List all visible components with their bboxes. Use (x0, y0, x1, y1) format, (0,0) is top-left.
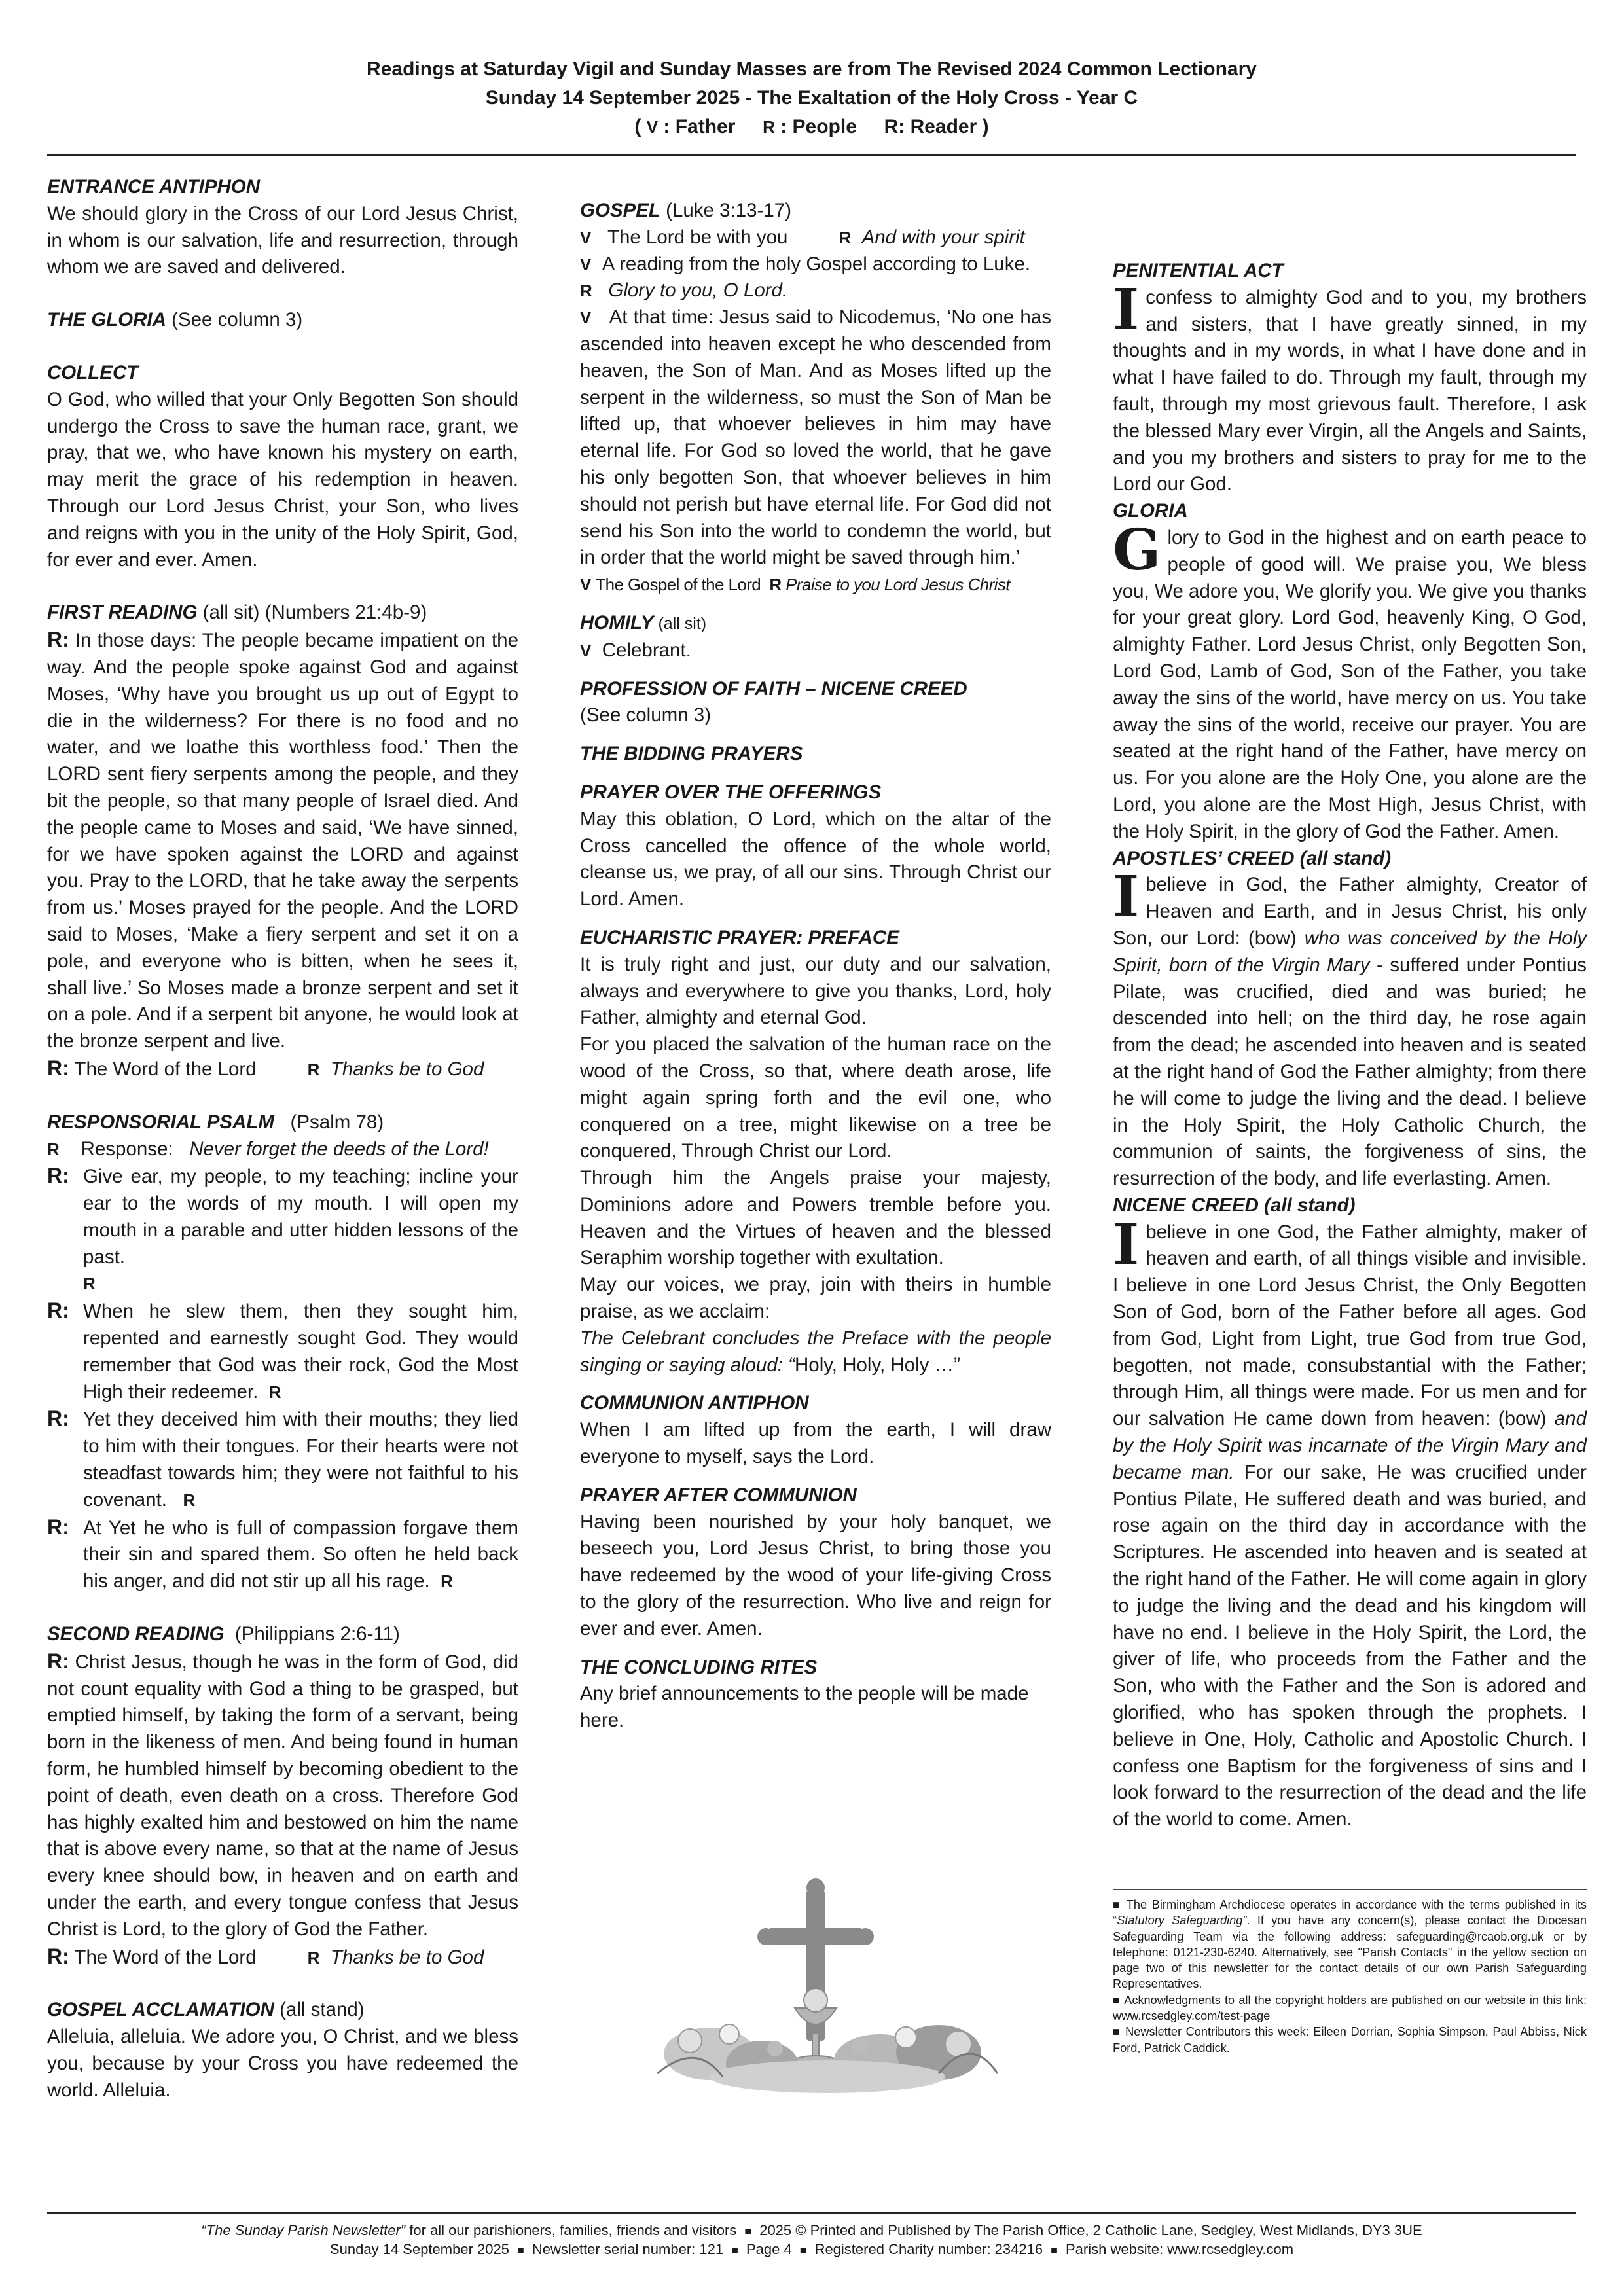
drop-cap: I (1113, 864, 1140, 931)
page-header (47, 55, 1576, 141)
communion-antiphon-heading: COMMUNION ANTIPHON (580, 1392, 809, 1414)
gospel-acclamation-heading: GOSPEL ACCLAMATION (all stand) (47, 1999, 365, 2021)
column-2 (580, 174, 1051, 1734)
concluding-rites-heading: THE CONCLUDING RITES (580, 1656, 818, 1678)
footnotes (1113, 1897, 1587, 2056)
cross-chalice-flowers-icon (631, 1877, 1050, 2093)
first-reading-response: R: The Word of the Lord R Thanks be to God (47, 1056, 484, 1080)
footer-line-1: “The Sunday Parish Newsletter” for all our parishioners, families, friends and visitors ■ 2025 © Printed and Published by The Parish Office, 2 Catholic Lane, Sedgley, West Midlands, DY3 3UE (201, 2222, 1422, 2238)
footer-divider (47, 2212, 1576, 2214)
header-divider (47, 154, 1576, 156)
psalm-response: R Response: Never forget the deeds of the Lord! (47, 1138, 489, 1160)
psalm-verse: R: Give ear, my people, to my teaching; incline your ear to the words of my mouth. I will open my mouth in a parable and utter hidden lessons of the past. R (47, 1164, 518, 1294)
profession-heading: PROFESSION OF FAITH – NICENE CREED (580, 677, 967, 700)
nicene-creed-text: Ibelieve in one God, the Father almighty, maker of heaven and earth, of all things visible and invisible. I believe in one Lord Jesus Christ, the Only Begotten Son of God, born of the Father before all ages. God from God, Light from Light, true God from true God, begotten, not made, consubstantial with the Father; through Him, all things were made. For us men and for our salvation He came down from heaven: (bow) and by the Holy Spirit was incarnate of the Virgin Mary and became man. For our sake, He was crucified under Pontius Pilate, He suffered death and was buried, and rose again on the third day in accordance with the Scriptures. He ascended into heaven and is seated at the right hand of the Father. He will come again in glory to judge the living and the dead and his kingdom will have no end. I believe in the Holy Spirit, the Lord, the giver of life, who proceeds from the Father and the Son, who with the Father and the Son is adored and glorified, who has spoken through the prophets. I believe in One, Holy, Catholic and Apostolic Church. I confess one Baptism for the forgiveness of sins and I look forward to the resurrection of the dead and the life of the world to come. Amen. (1113, 1211, 1587, 1831)
apostles-creed-text: Ibelieve in God, the Father almighty, Creator of Heaven and Earth, and in Jesus Christ, his only Son, our Lord: (bow) who was conceived by the Holy Spirit, born of the Virgin Mary - suffered under Pontius Pilate, was crucified, died and was buried; he descended into hell; on the third day, he rose again from the dead; he ascended into heaven and is seated at the right hand of God the Father almighty; from there he will come to judge the living and the dead. I believe in the Holy Spirit, the Holy Catholic Church, the communion of saints, the forgiveness of sins, the resurrection of the body, and life everlasting. Amen. (1113, 864, 1587, 1190)
second-reading-heading: SECOND READING (Philippians 2:6-11) (47, 1623, 400, 1645)
contributors-note: ■ Newsletter Contributors this week: Eileen Dorrian, Sophia Simpson, Paul Abbiss, Nick Ford, Patrick Caddick. (1113, 2025, 1587, 2054)
collect-title: COLLECT (47, 361, 139, 384)
header-date: Sunday 14 September 2025 - The Exaltation of the Holy Cross - Year C (485, 87, 1138, 109)
gospel-announcement: V A reading from the holy Gospel according to Luke. (580, 253, 1031, 275)
gospel-greeting: V The Lord be with you R And with your spirit (580, 226, 1025, 248)
footer-line-2: Sunday 14 September 2025 ■ Newsletter serial number: 121 ■ Page 4 ■ Registered Charity number: 234216 ■ Parish website: www.rcsedgley.com (329, 2241, 1294, 2257)
after-communion-text: Having been nourished by your holy banquet, we beseech you, Lord Jesus Christ, to bring those you have redeemed by the wood of your life-giving Cross to the glory of the resurrection. Who live and reign for ever and ever. Amen. (580, 1511, 1051, 1640)
header-lectionary: Readings at Saturday Vigil and Sunday Masses are from The Revised 2024 Common Lectionary (367, 58, 1257, 80)
notes-divider (1113, 1889, 1587, 1890)
first-reading-heading: FIRST READING (all sit) (Numbers 21:4b-9) (47, 601, 427, 624)
collect-text: O God, who willed that your Only Begotten Son should undergo the Cross to save the human race, grant, we pray, that we, who have known his mystery on earth, may merit the grace of his redemption in heaven. Through our Lord Jesus Christ, your Son, who lives and reigns with you in the unity of the Holy Spirit, God, for ever and ever. Amen. (47, 388, 518, 571)
after-communion-heading: PRAYER AFTER COMMUNION (580, 1484, 857, 1506)
drop-cap: I (1113, 1211, 1140, 1278)
preface-rubric: The Celebrant concludes the Preface with the people singing or saying aloud: “Holy, Holy, Holy …” (580, 1327, 1051, 1376)
gloria-text: Glory to God in the highest and on earth peace to people of good will. We praise you, We bless you, We adore you, We glorify you. We give you thanks for your great glory. Lord God, heavenly King, O God, almighty Father. Lord Jesus Christ, only Begotten Son, Lord God, Lamb of God, Son of the Father, you take away the sins of the world, have mercy on us. You take away the sins of the world, receive our prayer. You are seated at the right hand of the Father, have mercy on us. For you alone are the Holy One, you alone are the Lord, you alone are the Most High, Jesus Christ, with the Holy Spirit, in the glory of God the Father. Amen. (1113, 516, 1587, 842)
penitential-heading: PENITENTIAL ACT (1113, 260, 1284, 281)
offerings-heading: PRAYER OVER THE OFFERINGS (580, 781, 882, 803)
preface-paragraph: May our voices, we pray, join with theirs in humble praise, as we acclaim: (580, 1274, 1051, 1323)
acknowledgements-note: ■ Acknowledgments to all the copyright holders are published on our website in this link: www.rcsedgley.com/test-page (1113, 1993, 1587, 2023)
gospel-acclamation-text: Alleluia, alleluia. We adore you, O Christ, and we bless you, because by your Cross you have redeemed the world. Alleluia. (47, 2026, 518, 2101)
gloria-heading: GLORIA (1113, 500, 1188, 522)
preface-paragraph: For you placed the salvation of the human race on the wood of the Cross, so that, where death arose, life might again spring forth and the evil one, who conquered on a tree, might likewise on a tree be conquered, Through Christ our Lord. (580, 1033, 1051, 1162)
penitential-text: Iconfess to almighty God and to you, my brothers and sisters, that I have greatly sinned, in my thoughts and in my words, in what I have done and in what I have failed to do. Through my fault, through my fault, through my most grievous fault. Therefore, I ask the blessed Mary ever Virgin, all the Angels and Saints, and you my brothers and sisters to pray for me to the Lord our God. (1113, 276, 1587, 495)
column-1 (47, 174, 518, 2104)
psalm-verse: R: At Yet he who is full of compassion forgave them their sin and spared them. So often he held back his anger, and did not stir up all his rage. R (47, 1515, 518, 1592)
preface-paragraph: It is truly right and just, our duty and our salvation, always and everywhere to give you thanks, Lord, holy Father, almighty and eternal God. (580, 953, 1051, 1029)
preface-heading: EUCHARISTIC PRAYER: PREFACE (580, 926, 899, 948)
safeguarding-note: ■ The Birmingham Archdiocese operates in accordance with the terms published in its “Statutory Safeguarding”. If you have any concern(s), please contact the Diocesan Safeguarding Team via the following address: safeguarding@rcaob.org.uk or by telephone: 0121-230-6240. Alternatively, see "Parish Contacts" in the yellow section on page two of this newsletter for the contact details of our own Parish Safeguarding Representatives. (1113, 1898, 1587, 1991)
drop-cap: G (1113, 516, 1161, 583)
preface-paragraph: Through him the Angels praise your majesty, Dominions adore and Powers tremble before you. Heaven and the Virtues of heaven and the blessed Seraphim worship together with exultation. (580, 1167, 1051, 1269)
communion-antiphon-text: When I am lifted up from the earth, I will draw everyone to myself, says the Lord. (580, 1419, 1051, 1468)
psalm-verse: R: Yet they deceived him with their mouths; they lied to him with their tongues. For their hearts were not steadfast towards him; they were not faithful to his covenant. R (47, 1407, 518, 1511)
entrance-antiphon-text: We should glory in the Cross of our Lord Jesus Christ, in whom is our salvation, life and resurrection, through whom we are saved and delivered. (47, 202, 518, 278)
apostles-creed-heading: APOSTLES’ CREED (all stand) (1113, 847, 1392, 869)
concluding-rites-text: Any brief announcements to the people will be made here. (580, 1683, 1029, 1732)
gloria-heading: THE GLORIA (See column 3) (47, 309, 303, 331)
offerings-text: May this oblation, O Lord, which on the altar of the Cross cancelled the offence of the whole world, cleanse us, we pray, of all our sins. Through Christ our Lord. Amen. (580, 808, 1051, 910)
homily-text: V Celebrant. (580, 639, 691, 661)
entrance-antiphon-title: ENTRANCE ANTIPHON (47, 176, 261, 198)
gospel-text: V At that time: Jesus said to Nicodemus, ‘No one has ascended into heaven except he who descended from heaven, the Son of Man. And as Moses lifted up the serpent in the wilderness, so must the Son of Man be lifted up, that whoever believes in him may have eternal life. For God so loved the world, that he gave his only begotten Son, that whoever believes in him should not perish but have eternal life. For God did not send his Son into the world to condemn the world, but in order that the world might be saved through him.’ (580, 306, 1051, 569)
bidding-prayers-heading: THE BIDDING PRAYERS (580, 743, 803, 765)
header-legend: ( V : Father R : People R: Reader ) (634, 116, 989, 137)
profession-note: (See column 3) (580, 704, 712, 726)
psalm-verse: R: When he slew them, then they sought him, repented and earnestly sought God. They would remember that God was their rock, God the Most High their redeemer. R (47, 1299, 518, 1403)
gospel-response: R Glory to you, O Lord. (580, 279, 788, 302)
second-reading-text: R: Christ Jesus, though he was in the form of God, did not count equality with God a thing to be grasped, but emptied himself, by taking the form of a servant, being born in the likeness of men. And being found in human form, he humbled himself by becoming obedient to the point of death, even death on a cross. Therefore God has highly exalted him and bestowed on him the name that is above every name, so that at the name of Jesus every knee should bow, in heaven and on earth and under the earth, and every tongue confess that Jesus Christ is Lord, to the glory of God the Father. (47, 1649, 518, 1940)
nicene-creed-heading: NICENE CREED (all stand) (1113, 1194, 1356, 1216)
page-footer (47, 2221, 1576, 2259)
first-reading-text: R: In those days: The people became impatient on the way. And the people spoke against God and against Moses, ‘Why have you brought us up out of Egypt to die in the wilderness? For there is no food and no water, and we loathe this worthless food.’ Then the LORD sent fiery serpents among the people, and they bit the people, so that many people of Israel died. And the people came to Moses and said, ‘We have sinned, for we have spoken against the LORD and against you. Pray to the LORD, that he take away the serpents from us.’ Moses prayed for the people. And the LORD said to Moses, ‘Make a fiery serpent and set it on a pole, and everyone who is bitten, when he sees it, shall live.’ So Moses made a bronze serpent and set it on a pole. And if a serpent bit anyone, he would look at the bronze serpent and live. (47, 628, 518, 1052)
psalm-heading: RESPONSORIAL PSALM (Psalm 78) (47, 1111, 384, 1133)
gospel-ending: V The Gospel of the Lord R Praise to you Lord Jesus Christ (580, 575, 1010, 595)
drop-cap: I (1113, 276, 1140, 343)
column-3 (1113, 258, 1587, 1833)
homily-heading: HOMILY (all sit) (580, 611, 707, 634)
second-reading-response: R: The Word of the Lord R Thanks be to God (47, 1944, 484, 1968)
gospel-heading: GOSPEL (Luke 3:13-17) (580, 200, 792, 221)
